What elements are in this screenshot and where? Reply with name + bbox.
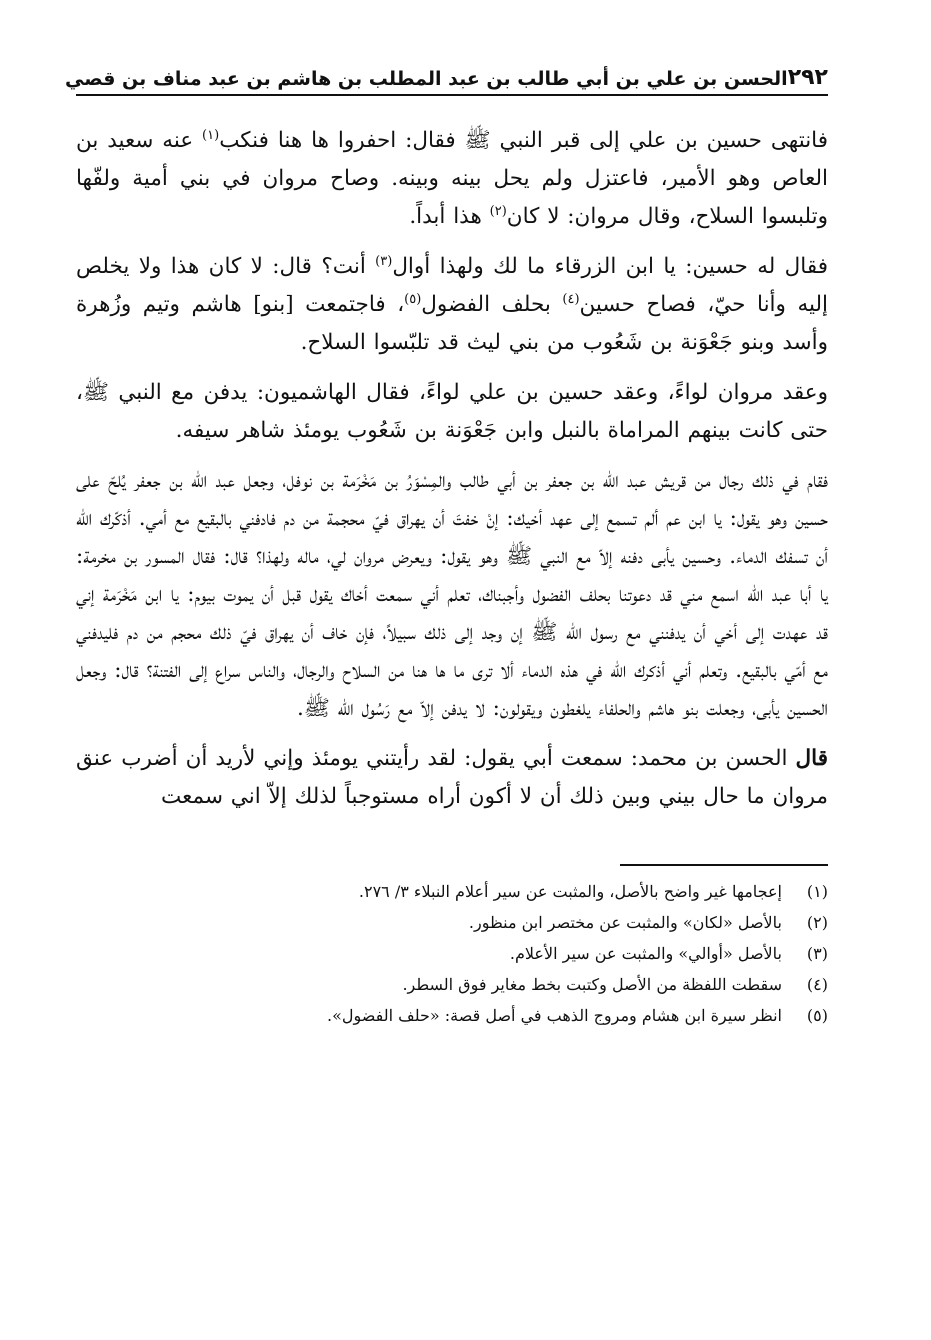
page-number: ٢٩٢: [787, 65, 828, 90]
footnote-number: (٣): [806, 944, 828, 963]
running-title: الحسن بن علي بن أبي طالب بن عبد المطلب بن هاشم بن عبد مناف بن قصي: [65, 68, 788, 90]
paragraph: فقام في ذلك رجال من قريش عبد الله بن جعفر بن أبي طالب والمِسْوَرُ بن مَخْرَمة بن نوفل، وجعل عبد الله بن جعفر يُلحّ على حسين وهو يقول: يا ابن عم ألم تسمع إلى عهد أخيك: إنْ خفتَ أن يهراق فيّ محجمة من دم فادفني بالبقيع مع أمي. أذكّرك الله أن تسفك الدماء. وحسين يأبى دفنه إلاّ مع النبي ﷺ وهو يقول: ويعرض مروان لي، ماله ولهذا؟ قال: فقال المسور بن مخرمة: يا أبا عبد الله اسمع مني قد دعوتنا بحلف الفضول وأجبناك، تعلم أني سمعت أخاك يقول قبل أن يموت بيوم: يا ابن مَخْرَمة إني قد عهدت إلى أخي أن يدفنني مع رسول الله ﷺ إن وجد إلى ذلك سبيلاً، فإن خاف أن يهراق فيّ ذلك محجم من دم فليدفني مع أمّي بالبقيع. وتعلم أني أذكرك الله في هذه الدماء ألا ترى ما ها هنا من السلاح والرجال، والناس سراع إلى الفتنة؟ قال: وجعل الحسين يأبى، وجعلت بنو هاشم والحلفاء يلغطون ويقولون: لا يدفن إلاّ مع رَسُول الله ﷺ.: [76, 468, 828, 721]
footnote-text: بالأصل «لكان» والمثبت عن مختصر ابن منظور.: [468, 913, 782, 932]
footnote-number: (٤): [806, 975, 828, 994]
footnote-text: إعجامها غير واضح بالأصل، والمثبت عن سير أعلام النبلاء ٣/ ٢٧٦.: [358, 882, 782, 901]
footnote-ref: (٥): [404, 291, 422, 307]
running-header: [65, 56, 828, 96]
footnote-number: (٢): [806, 913, 828, 932]
footnote-separator: [620, 864, 828, 866]
footnote: [76, 938, 828, 969]
footnote-text: سقطت اللفظة من الأصل وكتبت بخط مغاير فوق السطر.: [402, 975, 782, 994]
book-page: [65, 56, 829, 1031]
footnote-ref: (١): [202, 127, 220, 143]
footnote: [76, 1000, 828, 1031]
footnote: [76, 876, 828, 907]
paragraph: وعقد مروان لواءً، وعقد حسين بن علي لواءً، فقال الهاشميون: يدفن مع النبي ﷺ، حتى كانت بينهم المراماة بالنبل وابن جَعْوَنة بن شَعُوب يومئذ شاهر سيفه.: [76, 380, 828, 443]
footnote-ref: (٣): [375, 253, 393, 269]
footnotes: [76, 876, 828, 1031]
footnote-text: انظر سيرة ابن هشام ومروج الذهب في أصل قصة: «حلف الفضول».: [327, 1006, 782, 1025]
footnote-number: (١): [806, 882, 828, 901]
footnote-ref: (٤): [562, 291, 580, 307]
footnote: [76, 907, 828, 938]
body-text: [76, 122, 828, 816]
footnote-ref: (٢): [489, 203, 507, 219]
footnote: [76, 969, 828, 1000]
paragraph-lead-word: قال: [795, 746, 828, 771]
paragraph: فانتهى حسين بن علي إلى قبر النبي ﷺ فقال: احفروا ها هنا فنكب$^{(١)}$ عنه سعيد بن العاص وهو الأمير، فاعتزل ولم يحل بينه وبينه. وصاح مروان في بني أمية ولفّها وتلبسوا السلاح، وقال مروان: لا كان$^{(٢)}$ هذا أبداً.: [76, 127, 829, 229]
footnote-text: بالأصل «أوالي» والمثبت عن سير الأعلام.: [509, 944, 782, 963]
footnote-separator-wrap: [76, 828, 828, 876]
paragraph: فقال له حسين: يا ابن الزرقاء ما لك ولهذا أوال$^{(٣)}$ أنت؟ قال: لا كان هذا ولا يخلص إليه وأنا حيّ، فصاح حسين$^{(٤)}$ بحلف الفضول$^{(٥)}$، فاجتمعت [بنو] هاشم وتيم وزُهرة وأسد وبنو جَعْوَنة بن شَعُوب من بني ليث قد تلبّسوا السلاح.: [76, 253, 828, 355]
paragraph: قال الحسن بن محمد: سمعت أبي يقول: لقد رأيتني يومئذ وإني لأريد أن أضرب عنق مروان ما حال بيني وبين ذلك أن لا أكون أراه مستوجباً لذلك إلاّ اني سمعت: [76, 746, 828, 809]
footnote-number: (٥): [806, 1006, 828, 1025]
